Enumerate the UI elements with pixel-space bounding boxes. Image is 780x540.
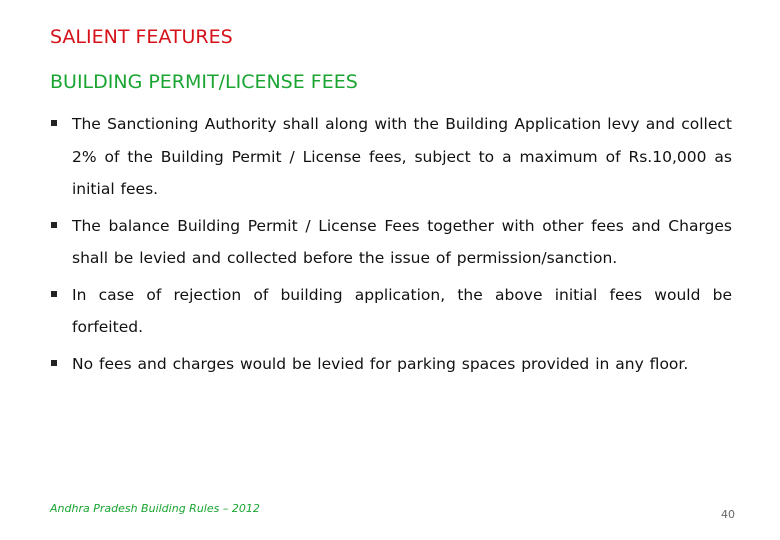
slide-subtitle: BUILDING PERMIT/LICENSE FEES: [50, 71, 358, 93]
bullet-item-parking: [50, 348, 732, 381]
footer-source: Andhra Pradesh Building Rules – 2012: [50, 502, 260, 515]
bullet-item-levy: [50, 108, 732, 206]
bullet-list: [50, 108, 732, 384]
bullet-item-balance-fees: [50, 210, 732, 275]
bullet-item-rejection: [50, 279, 732, 344]
slide-title: SALIENT FEATURES: [50, 26, 233, 48]
bullet-text: In case of rejection of building application, the above initial fees would be forfeited.: [72, 285, 732, 336]
square-bullet-icon: [51, 360, 57, 366]
bullet-text: The balance Building Permit / License Fees together with other fees and Charges shall be levied and collected before the issue of permission/sanction.: [72, 216, 732, 267]
square-bullet-icon: [51, 291, 57, 297]
square-bullet-icon: [51, 120, 57, 126]
bullet-text: The Sanctioning Authority shall along with the Building Application levy and collect 2% of the Building Permit / License fees, subject to a maximum of Rs.10,000 as initial fees.: [72, 115, 732, 198]
square-bullet-icon: [51, 222, 57, 228]
page-number: 40: [721, 508, 735, 521]
bullet-text: No fees and charges would be levied for parking spaces provided in any floor.: [72, 354, 689, 373]
